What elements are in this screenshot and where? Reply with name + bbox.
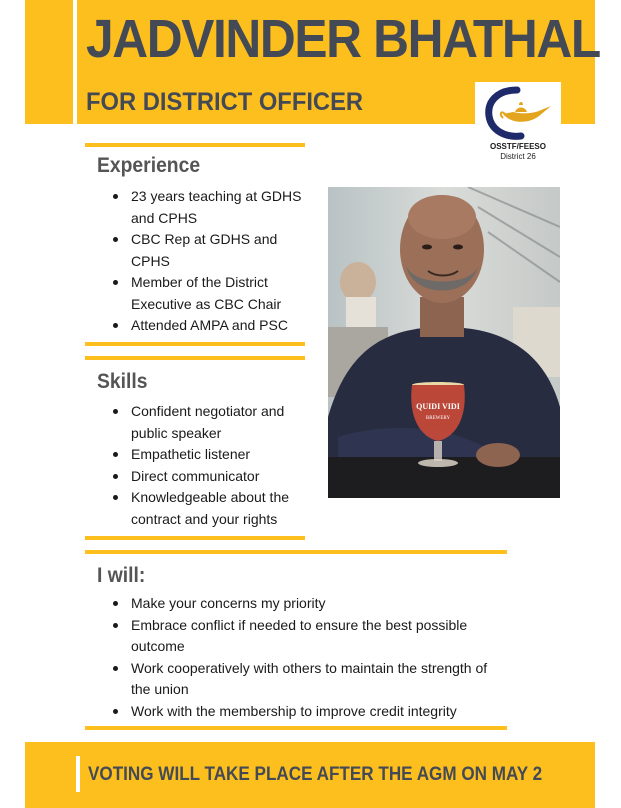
- experience-heading: Experience: [97, 154, 201, 177]
- header-accent-bar: [73, 0, 77, 124]
- glass-sublabel: BREWERY: [425, 416, 451, 421]
- skills-top-rule: [85, 356, 305, 360]
- photo-illustration: [328, 187, 560, 498]
- list-item: Embrace conflict if needed to ensure the best possible outcome: [97, 615, 509, 658]
- experience-list: [97, 186, 307, 337]
- voting-notice: VOTING WILL TAKE PLACE AFTER THE AGM ON MAY 2: [88, 764, 543, 785]
- glass-label: QUIDI VIDI: [416, 402, 460, 411]
- experience-top-rule: [85, 143, 305, 147]
- lamp-logo-icon: [481, 84, 555, 142]
- footer-accent-bar: [76, 756, 80, 792]
- list-item: Direct communicator: [97, 466, 307, 488]
- list-item: CBC Rep at GDHS and CPHS: [97, 229, 307, 272]
- list-item: Empathetic listener: [97, 444, 307, 466]
- candidate-photo: [328, 187, 560, 498]
- logo-district: District 26: [500, 152, 536, 161]
- pledges-list: [97, 593, 509, 722]
- list-item: Knowledgeable about the contract and your rights: [97, 487, 307, 530]
- list-item: Make your concerns my priority: [97, 593, 509, 615]
- skills-heading: Skills: [97, 370, 148, 393]
- candidate-name: JADVINDER BHATHAL: [86, 9, 600, 69]
- list-item: Member of the District Executive as CBC Chair: [97, 272, 307, 315]
- list-item: Work cooperatively with others to maintain the strength of the union: [97, 658, 509, 701]
- list-item: Work with the membership to improve credit integrity: [97, 701, 509, 723]
- experience-bottom-rule: [85, 342, 305, 346]
- logo-org: OSSTF/FEESO: [489, 142, 546, 151]
- pledges-bottom-rule: [85, 726, 507, 730]
- list-item: 23 years teaching at GDHS and CPHS: [97, 186, 307, 229]
- pledges-heading: I will:: [97, 564, 146, 587]
- list-item: Confident negotiator and public speaker: [97, 401, 307, 444]
- list-item: Attended AMPA and PSC: [97, 315, 307, 337]
- skills-list: [97, 401, 307, 530]
- union-logo: [475, 82, 561, 170]
- candidate-office: FOR DISTRICT OFFICER: [86, 88, 364, 116]
- pledges-top-rule: [85, 550, 507, 554]
- skills-bottom-rule: [85, 536, 305, 540]
